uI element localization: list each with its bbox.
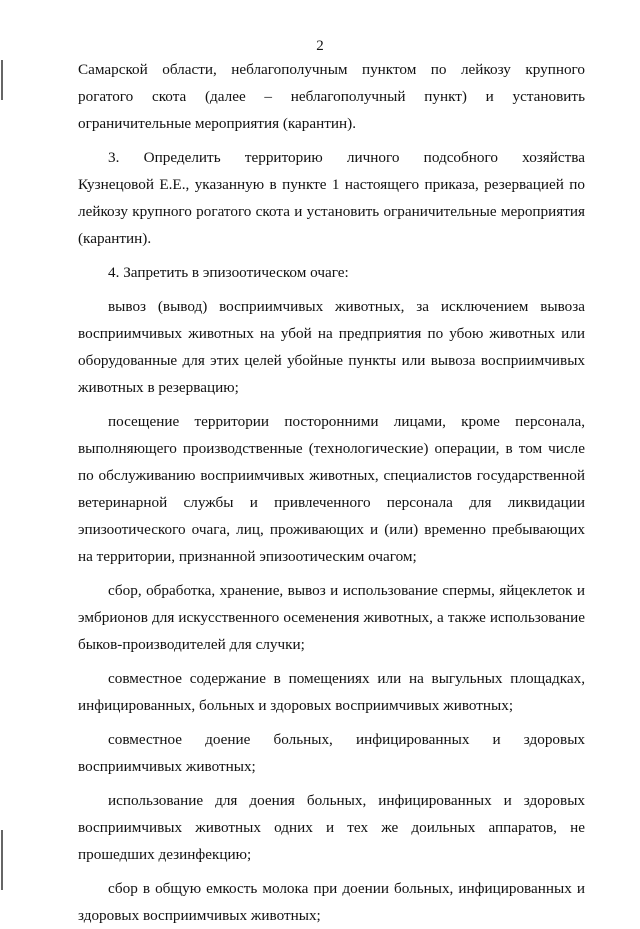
text-line: совместное содержание в помещениях или на выгульных площадках,	[108, 670, 585, 687]
scan-mark	[1, 60, 3, 100]
paragraph-gap	[78, 286, 585, 293]
text-line: оборудованные для этих целей убойные пункты или вывоза восприимчивых	[78, 352, 585, 369]
text-line: сбор в общую емкость молока при доении больных, инфицированных и	[108, 880, 585, 897]
text-line: 4. Запретить в эпизоотическом очаге:	[108, 264, 349, 281]
text-line: прошедших дезинфекцию;	[78, 846, 252, 863]
text-line: эмбрионов для искусственного осеменения животных, а также использование	[78, 609, 585, 626]
paragraph-gap	[78, 401, 585, 408]
page-number: 2	[316, 38, 324, 54]
paragraph-gap	[78, 658, 585, 665]
text-line: 3. Определить территорию личного подсобного хозяйства	[108, 149, 585, 166]
text-line: восприимчивых животных одних и тех же доильных аппаратов, не	[78, 819, 585, 836]
text-line: восприимчивых животных на убой на предприятия по убою животных или	[78, 325, 585, 342]
text-line: использование для доения больных, инфицированных и здоровых	[108, 792, 585, 809]
text-line: инфицированных, больных и здоровых восприимчивых животных;	[78, 697, 514, 714]
scan-mark	[1, 830, 3, 890]
text-line: по обслуживанию восприимчивых животных, специалистов государственной	[78, 467, 585, 484]
paragraph-gap	[78, 252, 585, 259]
text-line: ограничительные мероприятия (карантин).	[78, 115, 357, 132]
paragraph-gap	[78, 868, 585, 875]
text-line: Кузнецовой Е.Е., указанную в пункте 1 настоящего приказа, резервацией по	[78, 176, 585, 193]
text-line: здоровых восприимчивых животных;	[78, 907, 321, 924]
text-line: Самарской области, неблагополучным пунктом по лейкозу крупного	[78, 61, 585, 78]
text-line: (карантин).	[78, 230, 152, 247]
document-body	[78, 56, 585, 929]
paragraph-gap	[78, 780, 585, 787]
text-line: посещение территории посторонними лицами, кроме персонала,	[108, 413, 585, 430]
paragraph-gap	[78, 570, 585, 577]
text-line: ветеринарной службы и привлеченного персонала для ликвидации	[78, 494, 585, 511]
text-line: быков-производителей для случки;	[78, 636, 305, 653]
text-line: рогатого скота (далее – неблагополучный пункт) и установить	[78, 88, 585, 105]
text-line: выполняющего производственные (технологические) операции, в том числе	[78, 440, 585, 457]
text-line: вывоз (вывод) восприимчивых животных, за исключением вывоза	[108, 298, 585, 315]
text-line: сбор, обработка, хранение, вывоз и использование спермы, яйцеклеток и	[108, 582, 585, 599]
text-line: совместное доение больных, инфицированных и здоровых	[108, 731, 585, 748]
paragraph-gap	[78, 719, 585, 726]
text-line: восприимчивых животных;	[78, 758, 256, 775]
text-line: на территории, признанной эпизоотическим очагом;	[78, 548, 417, 565]
text-line: эпизоотического очага, лиц, проживающих и (или) временно пребывающих	[78, 521, 585, 538]
text-line: животных в резервацию;	[78, 379, 239, 396]
paragraph-gap	[78, 137, 585, 144]
text-line: лейкозу крупного рогатого скота и установить ограничительные мероприятия	[78, 203, 585, 220]
